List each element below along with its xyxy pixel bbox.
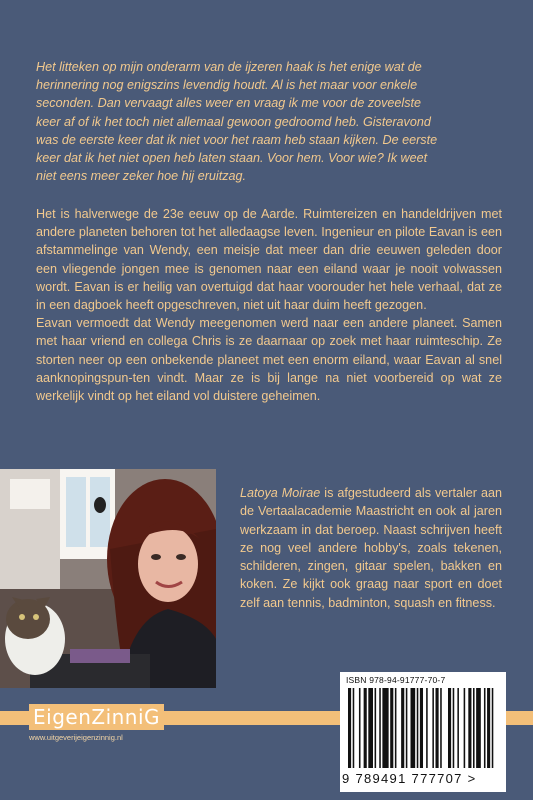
barcode-bar	[411, 688, 416, 768]
barcode-bar	[473, 688, 475, 768]
publisher-logo: EigenZinniG	[29, 704, 164, 730]
author-bio-text: is afgestudeerd als vertaler aan de Vertaalacademie Maastricht en ook al jaren werkzaam in dat beroep. Naast schrijven heeft ze nog veel andere hobby's, zoals tekenen, schilderen, zingen, gitaar spelen, bakken en koken. Ze kijkt ook graag naar sport en doet zelf aan tennis, badminton, squash en fitness.	[240, 486, 503, 610]
barcode-bar	[348, 688, 351, 768]
book-blurb	[36, 205, 502, 405]
barcode-bar	[406, 688, 408, 768]
barcode-bar	[448, 688, 451, 768]
barcode-bar	[382, 688, 388, 768]
quote-line: keer dat ik het niet open heb laten staan. Voor hem. Voor wie? Ik weet	[36, 151, 428, 166]
barcode-bar	[375, 688, 377, 768]
quote-line: was de eerste keer dat ik niet voor het raam heb staan kijken. De eerste	[36, 132, 438, 147]
barcode-bar	[492, 688, 494, 768]
barcode-bar	[468, 688, 471, 768]
barcode-bar	[440, 688, 442, 768]
author-name: Latoya Moirae	[240, 486, 321, 500]
barcode-bar	[453, 688, 455, 768]
quote-line: niet eens meer zeker hoe hij eruitzag.	[36, 169, 247, 184]
barcode-bar	[420, 688, 423, 768]
barcode-bar	[353, 688, 355, 768]
author-photo	[0, 469, 216, 688]
barcode-bar	[417, 688, 419, 768]
barcode-bar	[379, 688, 381, 768]
isbn-label: ISBN 978-94-91777-70-7	[346, 675, 446, 685]
barcode-bar	[390, 688, 393, 768]
barcode-bar	[464, 688, 466, 768]
publisher-url: www.uitgeverijeigenzinnig.nl	[29, 733, 123, 742]
barcode-bar	[476, 688, 481, 768]
blurb-paragraph-2: Eavan vermoedt dat Wendy meegenomen werd naar een andere planeet. Samen met haar vriend en collega Chris is ze daarnaar op zoek met haar ruimteschip. Ze storten neer op een onbekende planeet met een enorm eiland, waar Eavan al snel aanknopingspun-ten vindt. Maar ze is bij lange na niet voorbereid op wat ze werkelijk vindt op het eiland vol duistere geheimen.	[36, 316, 502, 404]
author-bio	[240, 484, 502, 612]
barcode-bar	[484, 688, 486, 768]
barcode-bar	[457, 688, 459, 768]
barcode-bar	[395, 688, 397, 768]
quote-line: herinnering nog enigszins levendig houdt. Al is het maar voor enkele	[36, 78, 418, 93]
barcode-bar	[487, 688, 490, 768]
isbn-barcode	[340, 672, 506, 792]
isbn-digits: 9 789491 777707 >	[342, 771, 477, 786]
barcode-bar	[359, 688, 361, 768]
barcode-bar	[426, 688, 428, 768]
blurb-paragraph-1: Het is halverwege de 23e eeuw op de Aarde. Ruimtereizen en handeldrijven met andere planeten behoren tot het alledaagse leven. Ingenieur en pilote Eavan is een afstammelinge van Wendy, een meisje dat meer dan drie eeuwen geleden door een vliegende jongen mee is genomen naar een eiland waar je nooit volwassen wordt. Eavan is er heilig van overtuigd dat haar voorouder het hele verhaal, dat ze in een dagboek heeft opgeschreven, niet uit haar duim heeft gezogen.	[36, 207, 502, 313]
barcode-bar	[401, 688, 404, 768]
quote-line: Het litteken op mijn onderarm van de ijzeren haak is het enige wat de	[36, 60, 422, 74]
barcode-bar	[368, 688, 373, 768]
barcode-bar	[436, 688, 439, 768]
back-cover-quote	[36, 58, 502, 185]
quote-line: seconden. Dan vervaagt alles weer en vraag ik me voor de zoveelste	[36, 96, 422, 111]
quote-line: keer af of ik het toch niet allemaal gewoon gedroomd heb. Gisteravond	[36, 114, 431, 129]
barcode-bar	[432, 688, 434, 768]
author-photo-illustration	[0, 469, 216, 688]
barcode-bar	[364, 688, 367, 768]
barcode-bars	[348, 688, 498, 768]
